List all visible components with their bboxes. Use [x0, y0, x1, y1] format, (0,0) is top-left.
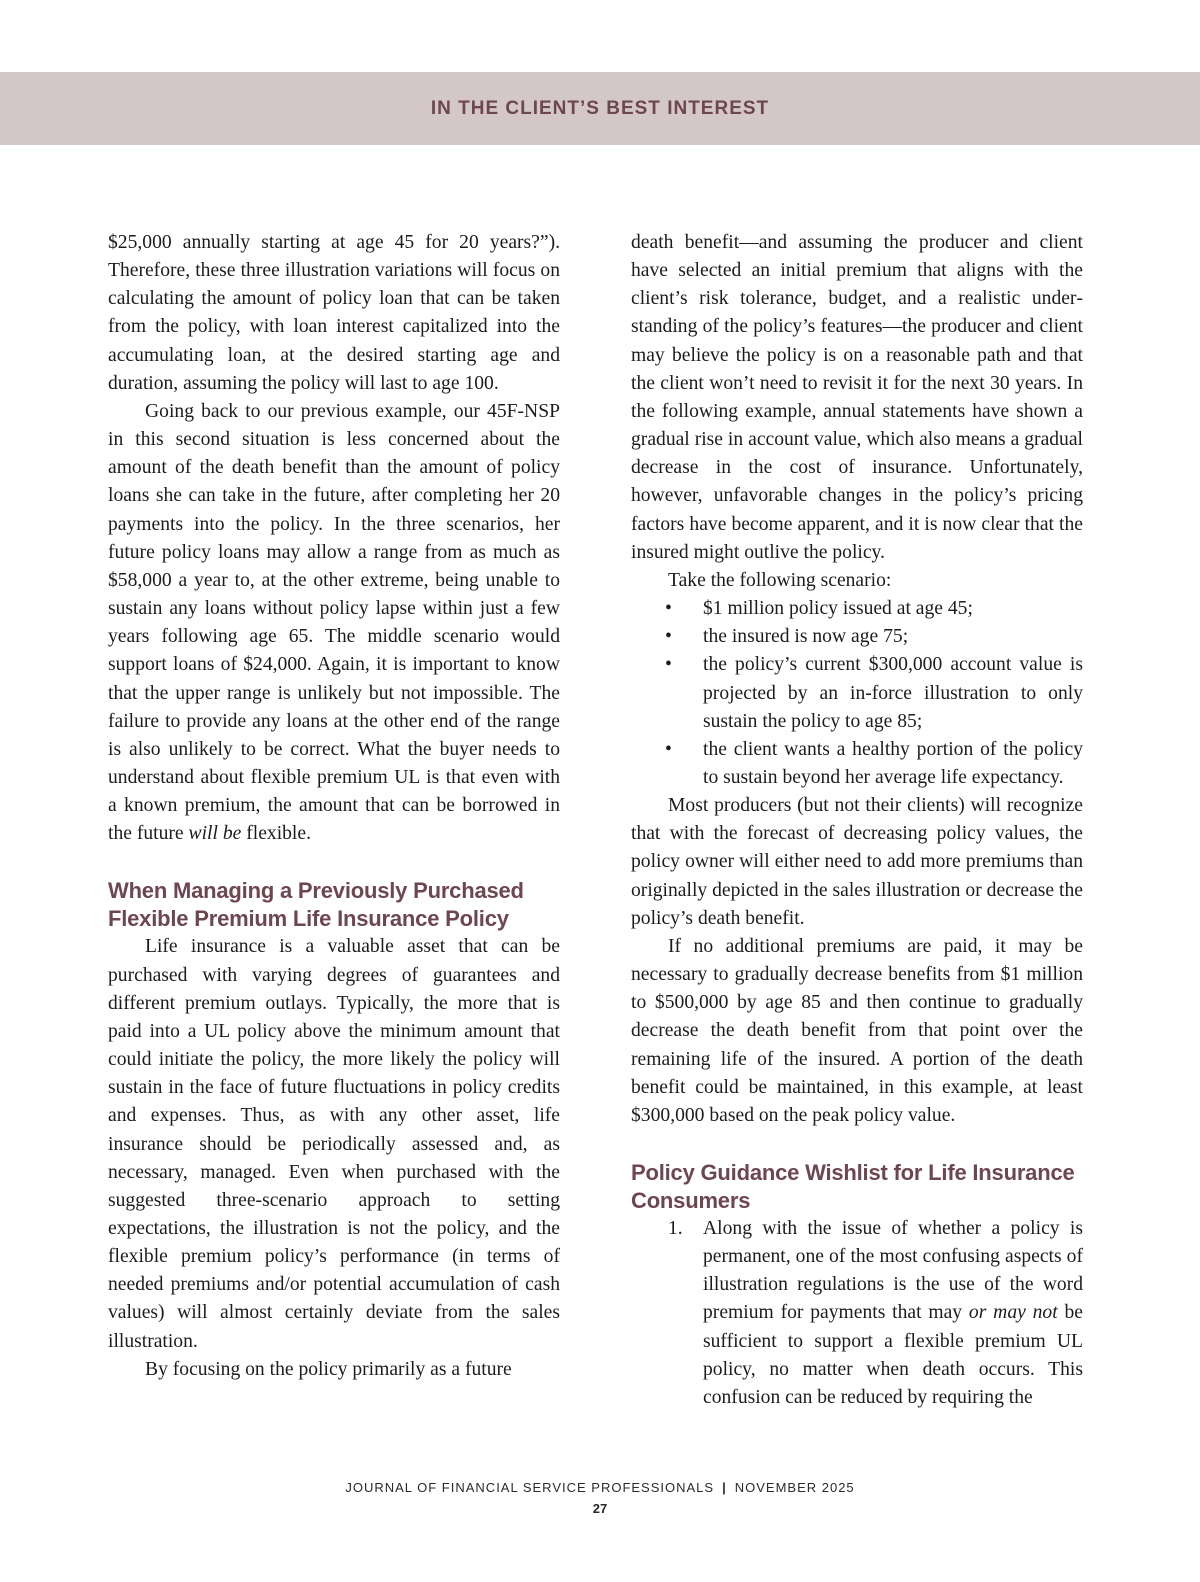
paragraph: $25,000 annually starting at age 45 for 20 years?”). Therefore, these three illustration variations will focus on calculating the amount of policy loan that can be taken from the policy, with loan interest capitalized into the accumulating loan, at the desired starting age and duration, assuming the policy will last to age 100. — [108, 232, 560, 394]
paragraph: Life insurance is a valuable asset that can be purchased with varying degrees of guarantees and different premium outlays. Typically, the more that is paid into a UL policy above the minimum amount that could initiate the policy, the more likely the policy will sustain in the face of future fluctuations in policy credits and expenses. Thus, as with any other asset, life insurance should be periodically assessed and, as necessary, managed. Even when purchased with the suggested three-scenario approach to setting expectations, the illustration is not the policy, and the flexible premium policy’s performance (in terms of needed premiums and/or potential accumulation of cash values) will almost certainly deviate from the sales illustration. — [108, 936, 560, 1352]
list-item — [631, 595, 1083, 623]
bullet-icon: • — [665, 598, 672, 620]
list-item-text: the client wants a healthy portion of the policy to sustain beyond her average life expectancy. — [703, 738, 1083, 788]
paragraph-text: flexible. — [246, 823, 311, 845]
paragraph: Take the following scenario: — [668, 569, 892, 591]
footer-separator: | — [722, 1480, 727, 1495]
paragraph: Most producers (but not their clients) will recognize that with the forecast of decreasing policy values, the policy owner will either need to add more premiums than originally depicted in the sales illustration or decrease the policy’s death benefit. — [631, 795, 1083, 929]
emphasis-text: or may not — [968, 1302, 1058, 1324]
list-item-text: be sufficient to support a flexible premium UL policy, no matter when death occurs. This confusion can be reduced by requiring the — [703, 1302, 1083, 1408]
left-column — [108, 229, 560, 1384]
page-number: 27 — [592, 1501, 608, 1516]
list-item — [631, 1215, 1083, 1412]
section-heading: When Managing a Previously Purchased Flexible Premium Life Insurance Policy — [108, 878, 524, 932]
right-column — [631, 229, 1083, 1412]
issue-date: NOVEMBER 2025 — [734, 1480, 855, 1495]
list-item — [631, 651, 1083, 735]
paragraph: By focusing on the policy primarily as a future — [145, 1358, 512, 1380]
list-number: 1. — [668, 1218, 683, 1239]
paragraph: death benefit—and assuming the producer and client have selected an initial premium that aligns with the client’s risk tolerance, budget, and a realistic understanding of the policy’s features—the producer and client may believe the policy is on a reasonable path and that the client won’t need to revisit it for the next 30 years. In the following example, annual statements have shown a gradual rise in account value, which also means a gradual decrease in the cost of insurance. Unfortunately, however, unfavorable changes in the policy’s pricing factors have become apparent, and it is now clear that the insured might outlive the policy. — [631, 232, 1083, 563]
list-item — [631, 623, 1083, 651]
list-item — [631, 736, 1083, 792]
bullet-icon: • — [665, 738, 672, 760]
list-item-text: the policy’s current $300,000 account value is projected by an in-force illustration to only sustain the policy to age 85; — [703, 654, 1083, 732]
header-banner — [0, 72, 1200, 145]
journal-name: JOURNAL OF FINANCIAL SERVICE PROFESSIONALS — [345, 1480, 715, 1495]
scenario-list — [631, 595, 1083, 792]
paragraph: If no additional premiums are paid, it may be necessary to gradually decrease benefits from $1 million to $500,000 by age 85 and then continue to gradually decrease the death benefit from that point over the remaining life of the insured. A portion of the death benefit could be maintained, in this example, at least $300,000 based on the peak policy value. — [631, 935, 1083, 1126]
list-item-text: the insured is now age 75; — [703, 626, 909, 648]
wishlist — [631, 1215, 1083, 1412]
section-heading: Policy Guidance Wishlist for Life Insurance Consumers — [631, 1160, 1075, 1213]
emphasis-text: will be — [188, 823, 242, 845]
bullet-icon: • — [665, 626, 672, 648]
footer-line — [0, 1478, 1200, 1498]
paragraph — [108, 398, 560, 849]
header-title: IN THE CLIENT’S BEST INTEREST — [430, 97, 770, 119]
page-footer — [0, 1478, 1200, 1520]
list-item-text: $1 million policy issued at age 45; — [703, 598, 973, 620]
list-item-text: Along with the issue of whether a policy is permanent, one of the most confusing aspects of illustration regulations is the use of the word premium for payments that may — [703, 1218, 1083, 1324]
paragraph-text: Going back to our previous example, our 45F-NSP in this second situation is less concerned about the amount of the death benefit than the amount of policy loans she can take in the future, after completing her 20 payments into the policy. In the three scenarios, her future policy loans may allow a range from as much as $58,000 a year to, at the other extreme, being unable to sustain any loans without policy lapse within just a few years following age 65. The middle scenario would support loans of $24,000. Again, it is important to know that the upper range is unlikely but not impossible. The failure to provide any loans at the other end of the range is also unlikely to be correct. What the buyer needs to understand about flexible premium UL is that even with a known premium, the amount that can be borrowed in the future — [108, 400, 560, 845]
bullet-icon: • — [665, 654, 672, 676]
